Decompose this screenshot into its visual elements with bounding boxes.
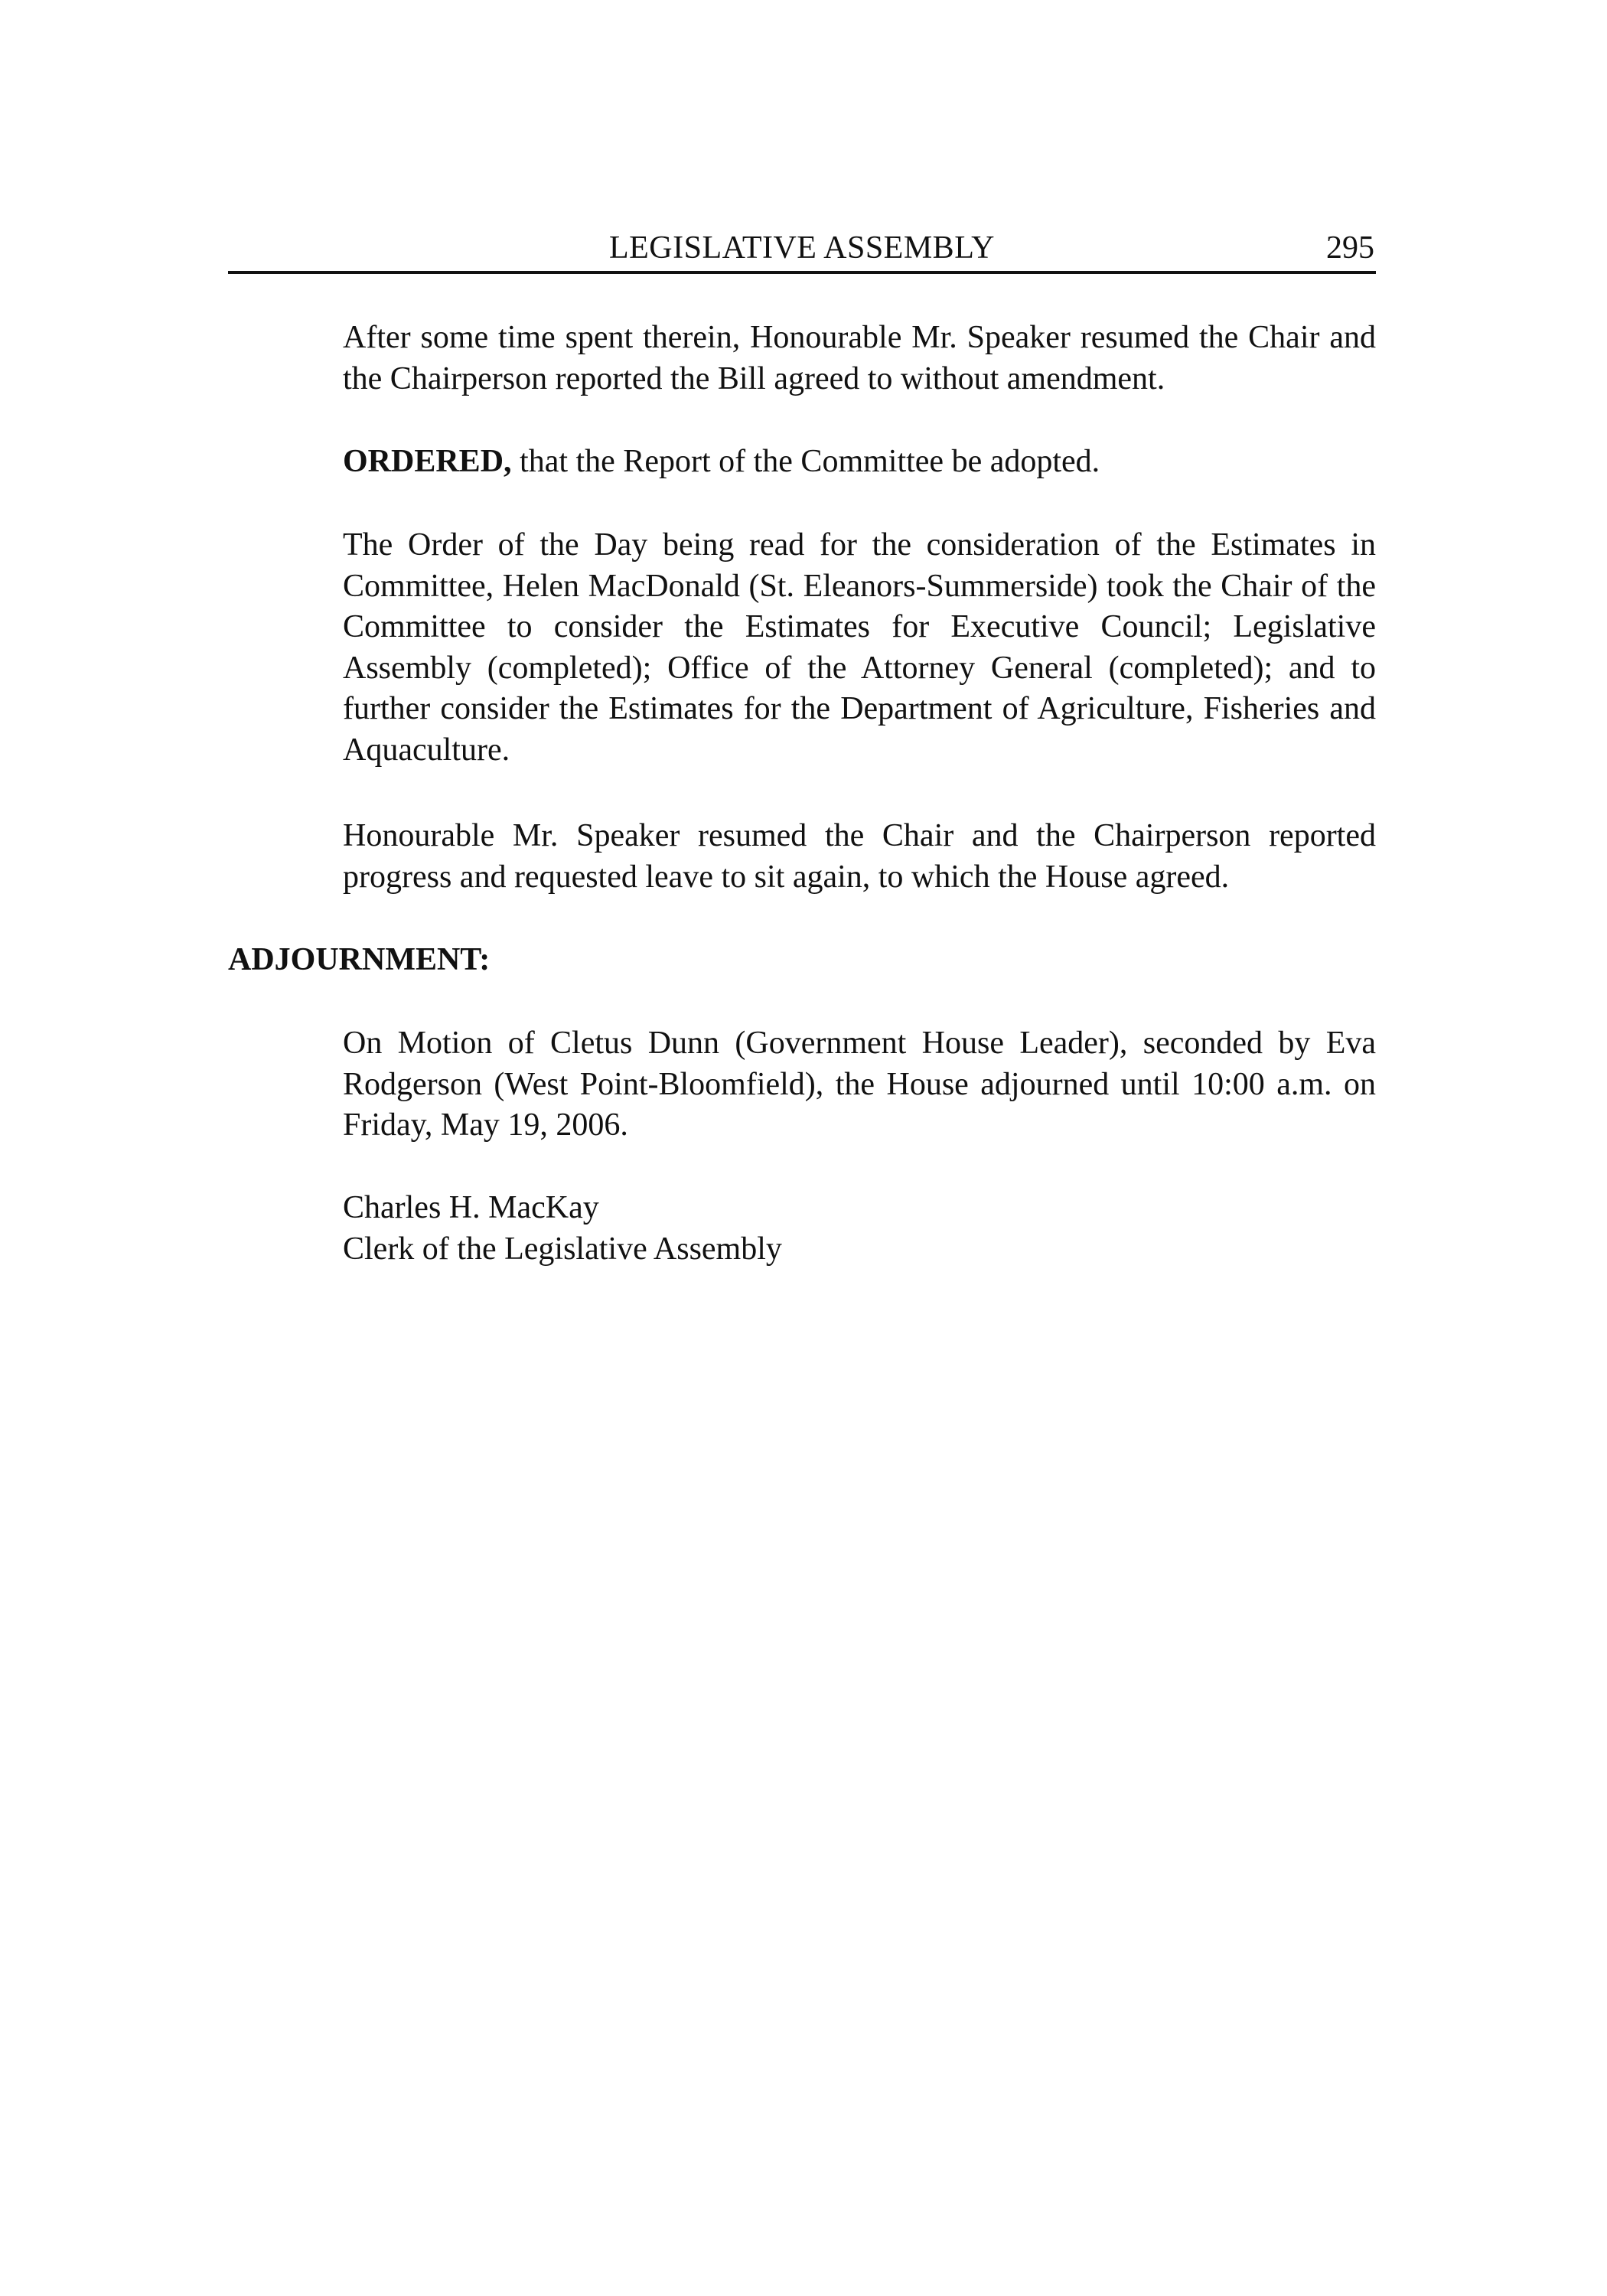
running-head: LEGISLATIVE ASSEMBLY: [609, 230, 995, 266]
page-header: [228, 228, 1376, 274]
paragraph-committee-report: After some time spent therein, Honourable Mr. Speaker resumed the Chair and the Chairperson reported the Bill agreed to without amendment.: [343, 320, 1376, 396]
ordered-text: that the Report of the Committee be adopted.: [511, 444, 1100, 479]
signatory-title: Clerk of the Legislative Assembly: [343, 1231, 782, 1267]
page-number: 295: [1326, 230, 1374, 266]
paragraph-estimates: The Order of the Day being read for the consideration of the Estimates in Committee, Helen MacDonald (St. Eleanors-Summerside) took the Chair of the Committee to consider the Estimates for Executive Council; Legislative Assembly (completed); Office of the Attorney General (completed); and to further consider the Estimates for the Department of Agriculture, Fisheries and Aquaculture.: [343, 527, 1376, 768]
signatory-name: Charles H. MacKay: [343, 1190, 599, 1225]
paragraph-adjournment-motion: On Motion of Cletus Dunn (Government House Leader), seconded by Eva Rodgerson (West Point-Bloomfield), the House adjourned until 10:00 a.m. on Friday, May 19, 2006.: [343, 1026, 1376, 1143]
ordered-label: ORDERED,: [343, 444, 512, 479]
paragraph-progress-report: Honourable Mr. Speaker resumed the Chair and the Chairperson reported progress and requested leave to sit again, to which the House agreed.: [343, 818, 1376, 895]
paragraph-ordered: [343, 442, 1376, 483]
adjournment-heading: ADJOURNMENT:: [228, 942, 491, 977]
